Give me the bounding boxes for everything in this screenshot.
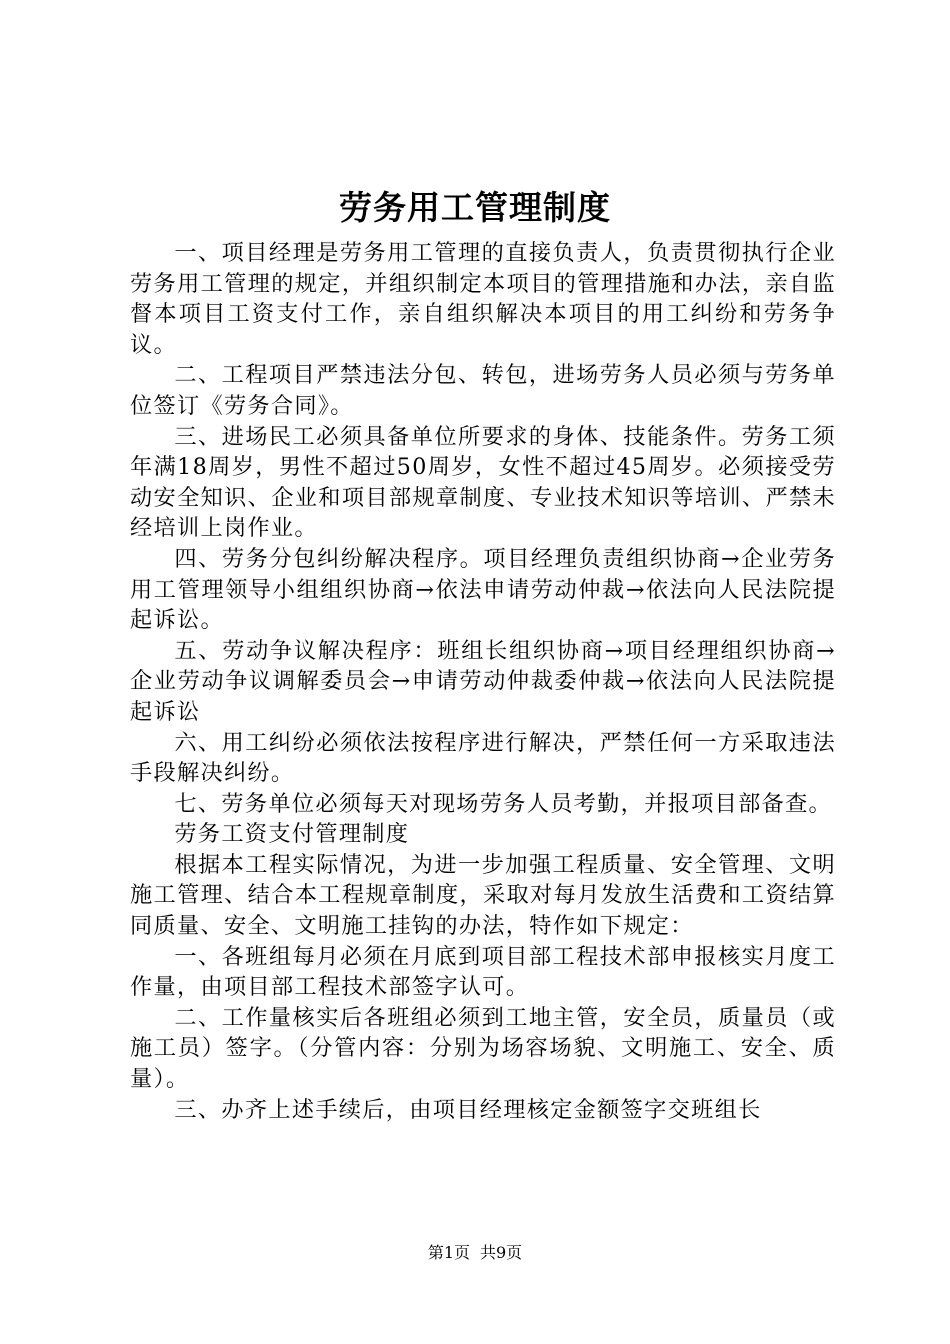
document-body — [130, 238, 836, 1125]
paragraph-8: 根据本工程实际情况，为进一步加强工程质量、安全管理、文明施工管理、结合本工程规章制度，采取对每月发放生活费和工资结算同质量、安全、文明施工挂钩的办法，特作如下规定： — [130, 851, 836, 940]
paragraph-5: 五、劳动争议解决程序：班组长组织协商→项目经理组织协商→企业劳动争议调解委员会→申请劳动仲裁委仲裁→依法向人民法院提起诉讼 — [130, 637, 836, 725]
page-footer — [0, 1241, 950, 1265]
section-heading-wage: 劳务工资支付管理制度 — [174, 821, 410, 848]
document-title: 劳务用工管理制度 — [339, 188, 611, 227]
paragraph-1: 一、项目经理是劳务用工管理的直接负责人，负责贯彻执行企业劳务用工管理的规定，并组织制定本项目的管理措施和办法，亲自监督本项目工资支付工作，亲自组织解决本项目的用工纠纷和劳务争议。 — [130, 240, 836, 358]
paragraph-4: 四、劳务分包纠纷解决程序。项目经理负责组织协商→企业劳务用工管理领导小组组织协商→依法申请劳动仲裁→依法向人民法院提起诉讼。 — [130, 545, 836, 634]
paragraph-2: 二、工程项目严禁违法分包、转包，进场劳务人员必须与劳务单位签订《劳务合同》。 — [130, 362, 836, 419]
paragraph-11: 三、办齐上述手续后，由项目经理核定金额签字交班组长 — [174, 1096, 762, 1123]
page-total: 共9页 — [480, 1243, 523, 1262]
paragraph-6: 六、用工纠纷必须依法按程序进行解决，严禁任何一方采取违法手段解决纠纷。 — [130, 729, 836, 787]
page-number: 第1页 — [427, 1243, 470, 1262]
paragraph-10: 二、工作量核实后各班组必须到工地主管，安全员，质量员（或施工员）签字。（分管内容：分别为场容场貌、文明施工、安全、质量）。 — [130, 1004, 836, 1093]
paragraph-7: 七、劳务单位必须每天对现场劳务人员考勤，并报项目部备查。 — [174, 790, 833, 817]
paragraph-9: 一、各班组每月必须在月底到项目部工程技术部申报核实月度工作量，由项目部工程技术部签字认可。 — [130, 943, 836, 1001]
paragraph-3: 三、进场民工必须具备单位所要求的身体、技能条件。劳务工须年满18周岁，男性不超过50周岁，女性不超过45周岁。必须接受劳动安全知识、企业和项目部规章制度、专业技术知识等培训、严禁未经培训上岗作业。 — [130, 423, 836, 542]
